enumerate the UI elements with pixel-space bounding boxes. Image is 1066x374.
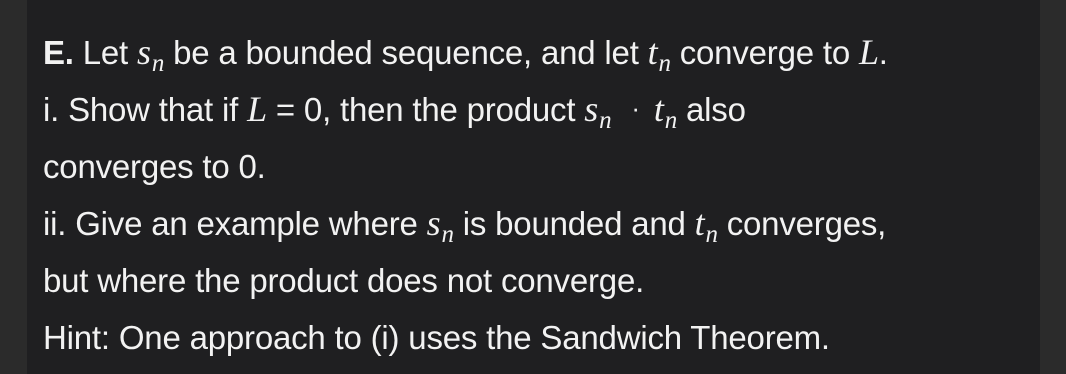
subscript-n: n — [664, 107, 678, 134]
subscript-n: n — [441, 221, 454, 248]
problem-hint: Hint: One approach to (i) uses the Sandwich Theorem. — [43, 319, 830, 356]
text-fragment: be a bounded sequence, and let — [164, 34, 648, 71]
text-fragment: Let — [73, 34, 137, 71]
text-fragment: . — [878, 34, 888, 71]
subscript-n: n — [151, 50, 165, 77]
math-L: L — [247, 89, 267, 129]
math-t: t — [653, 89, 664, 129]
subscript-n: n — [658, 50, 671, 77]
math-t: t — [694, 203, 705, 243]
problem-line-2 — [43, 81, 1043, 138]
math-s: s — [584, 89, 599, 129]
problem-line-4 — [43, 195, 1043, 252]
text-fragment: i. Show that if — [43, 91, 248, 128]
math-t: t — [647, 32, 658, 72]
text-fragment: also — [677, 91, 746, 128]
subscript-n: n — [705, 221, 718, 248]
problem-line-3: converges to 0. — [43, 148, 266, 185]
math-s: s — [426, 203, 441, 243]
problem-line-5: but where the product does not converge. — [43, 262, 645, 299]
problem-line-1 — [43, 24, 1043, 81]
problem-text — [43, 24, 1043, 366]
product-dot: · — [631, 93, 640, 123]
subscript-n: n — [599, 107, 612, 134]
math-L: L — [858, 32, 879, 72]
text-fragment: = 0, then the product — [266, 91, 585, 128]
text-fragment: is bounded and — [453, 205, 695, 242]
problem-label: E. — [43, 34, 74, 71]
text-fragment: converges, — [717, 205, 887, 242]
text-fragment: converge to — [670, 34, 859, 71]
math-s: s — [137, 32, 151, 72]
text-fragment: ii. Give an example where — [43, 205, 427, 242]
